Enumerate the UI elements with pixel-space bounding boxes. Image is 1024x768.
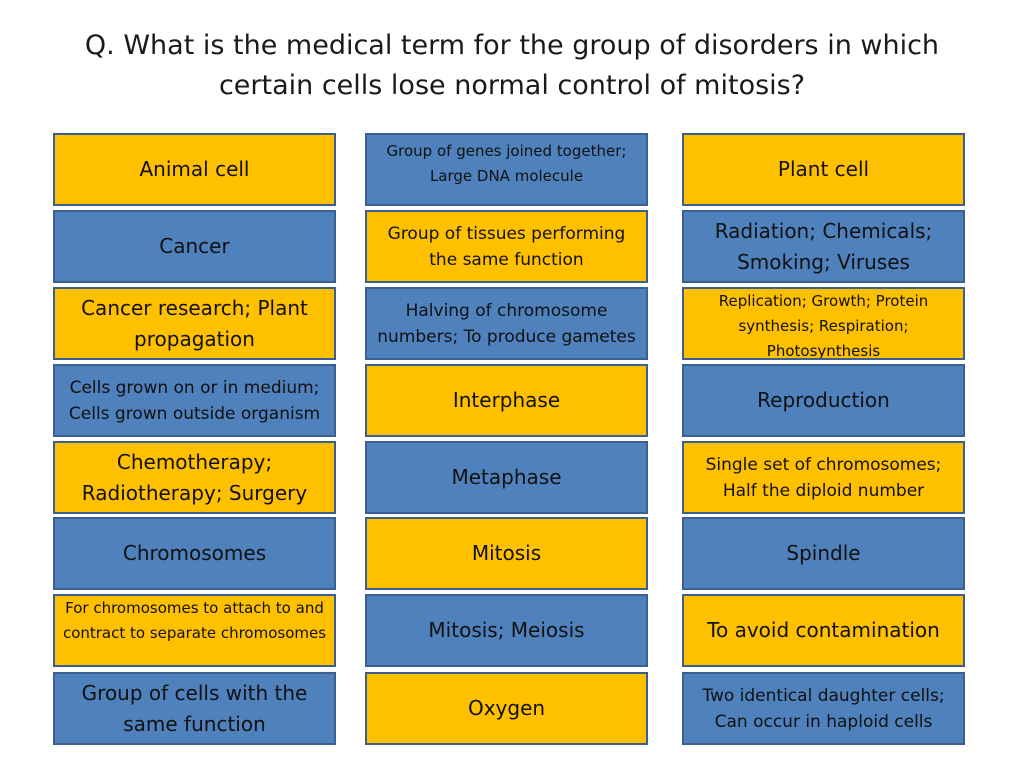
answer-card-single-set[interactable]: Single set of chromosomes; Half the diploid number <box>682 441 965 514</box>
answer-card-cells-grown[interactable]: Cells grown on or in medium; Cells grown outside organism <box>53 364 336 437</box>
answer-card-plant-cell[interactable]: Plant cell <box>682 133 965 206</box>
answer-card-tissues[interactable]: Group of tissues performing the same function <box>365 210 648 283</box>
answer-card-halving-chromosomes[interactable]: Halving of chromosome numbers; To produce gametes <box>365 287 648 360</box>
answer-card-spindle[interactable]: Spindle <box>682 517 965 590</box>
answer-card-genes-dna[interactable]: Group of genes joined together; Large DNA molecule <box>365 133 648 206</box>
answer-card-chromosome-attach[interactable]: For chromosomes to attach to and contract to separate chromosomes <box>53 594 336 667</box>
answer-card-cancer-research[interactable]: Cancer research; Plant propagation <box>53 287 336 360</box>
answer-card-group-of-cells[interactable]: Group of cells with the same function <box>53 672 336 745</box>
answer-card-animal-cell[interactable]: Animal cell <box>53 133 336 206</box>
answer-card-avoid-contamination[interactable]: To avoid contamination <box>682 594 965 667</box>
question-text: Q. What is the medical term for the group of disorders in which certain cells lose normal control of mitosis? <box>84 30 940 101</box>
answer-card-metaphase[interactable]: Metaphase <box>365 441 648 514</box>
answer-card-radiation[interactable]: Radiation; Chemicals; Smoking; Viruses <box>682 210 965 283</box>
answer-card-chemotherapy[interactable]: Chemotherapy; Radiotherapy; Surgery <box>53 441 336 514</box>
answer-card-mitosis[interactable]: Mitosis <box>365 517 648 590</box>
answer-card-daughter-cells[interactable]: Two identical daughter cells; Can occur in haploid cells <box>682 672 965 745</box>
answer-card-replication[interactable]: Replication; Growth; Protein synthesis; Respiration; Photosynthesis <box>682 287 965 360</box>
answer-card-oxygen[interactable]: Oxygen <box>365 672 648 745</box>
answer-card-chromosomes[interactable]: Chromosomes <box>53 517 336 590</box>
answer-card-mitosis-meiosis[interactable]: Mitosis; Meiosis <box>365 594 648 667</box>
answer-card-cancer[interactable]: Cancer <box>53 210 336 283</box>
answer-card-reproduction[interactable]: Reproduction <box>682 364 965 437</box>
answer-card-interphase[interactable]: Interphase <box>365 364 648 437</box>
